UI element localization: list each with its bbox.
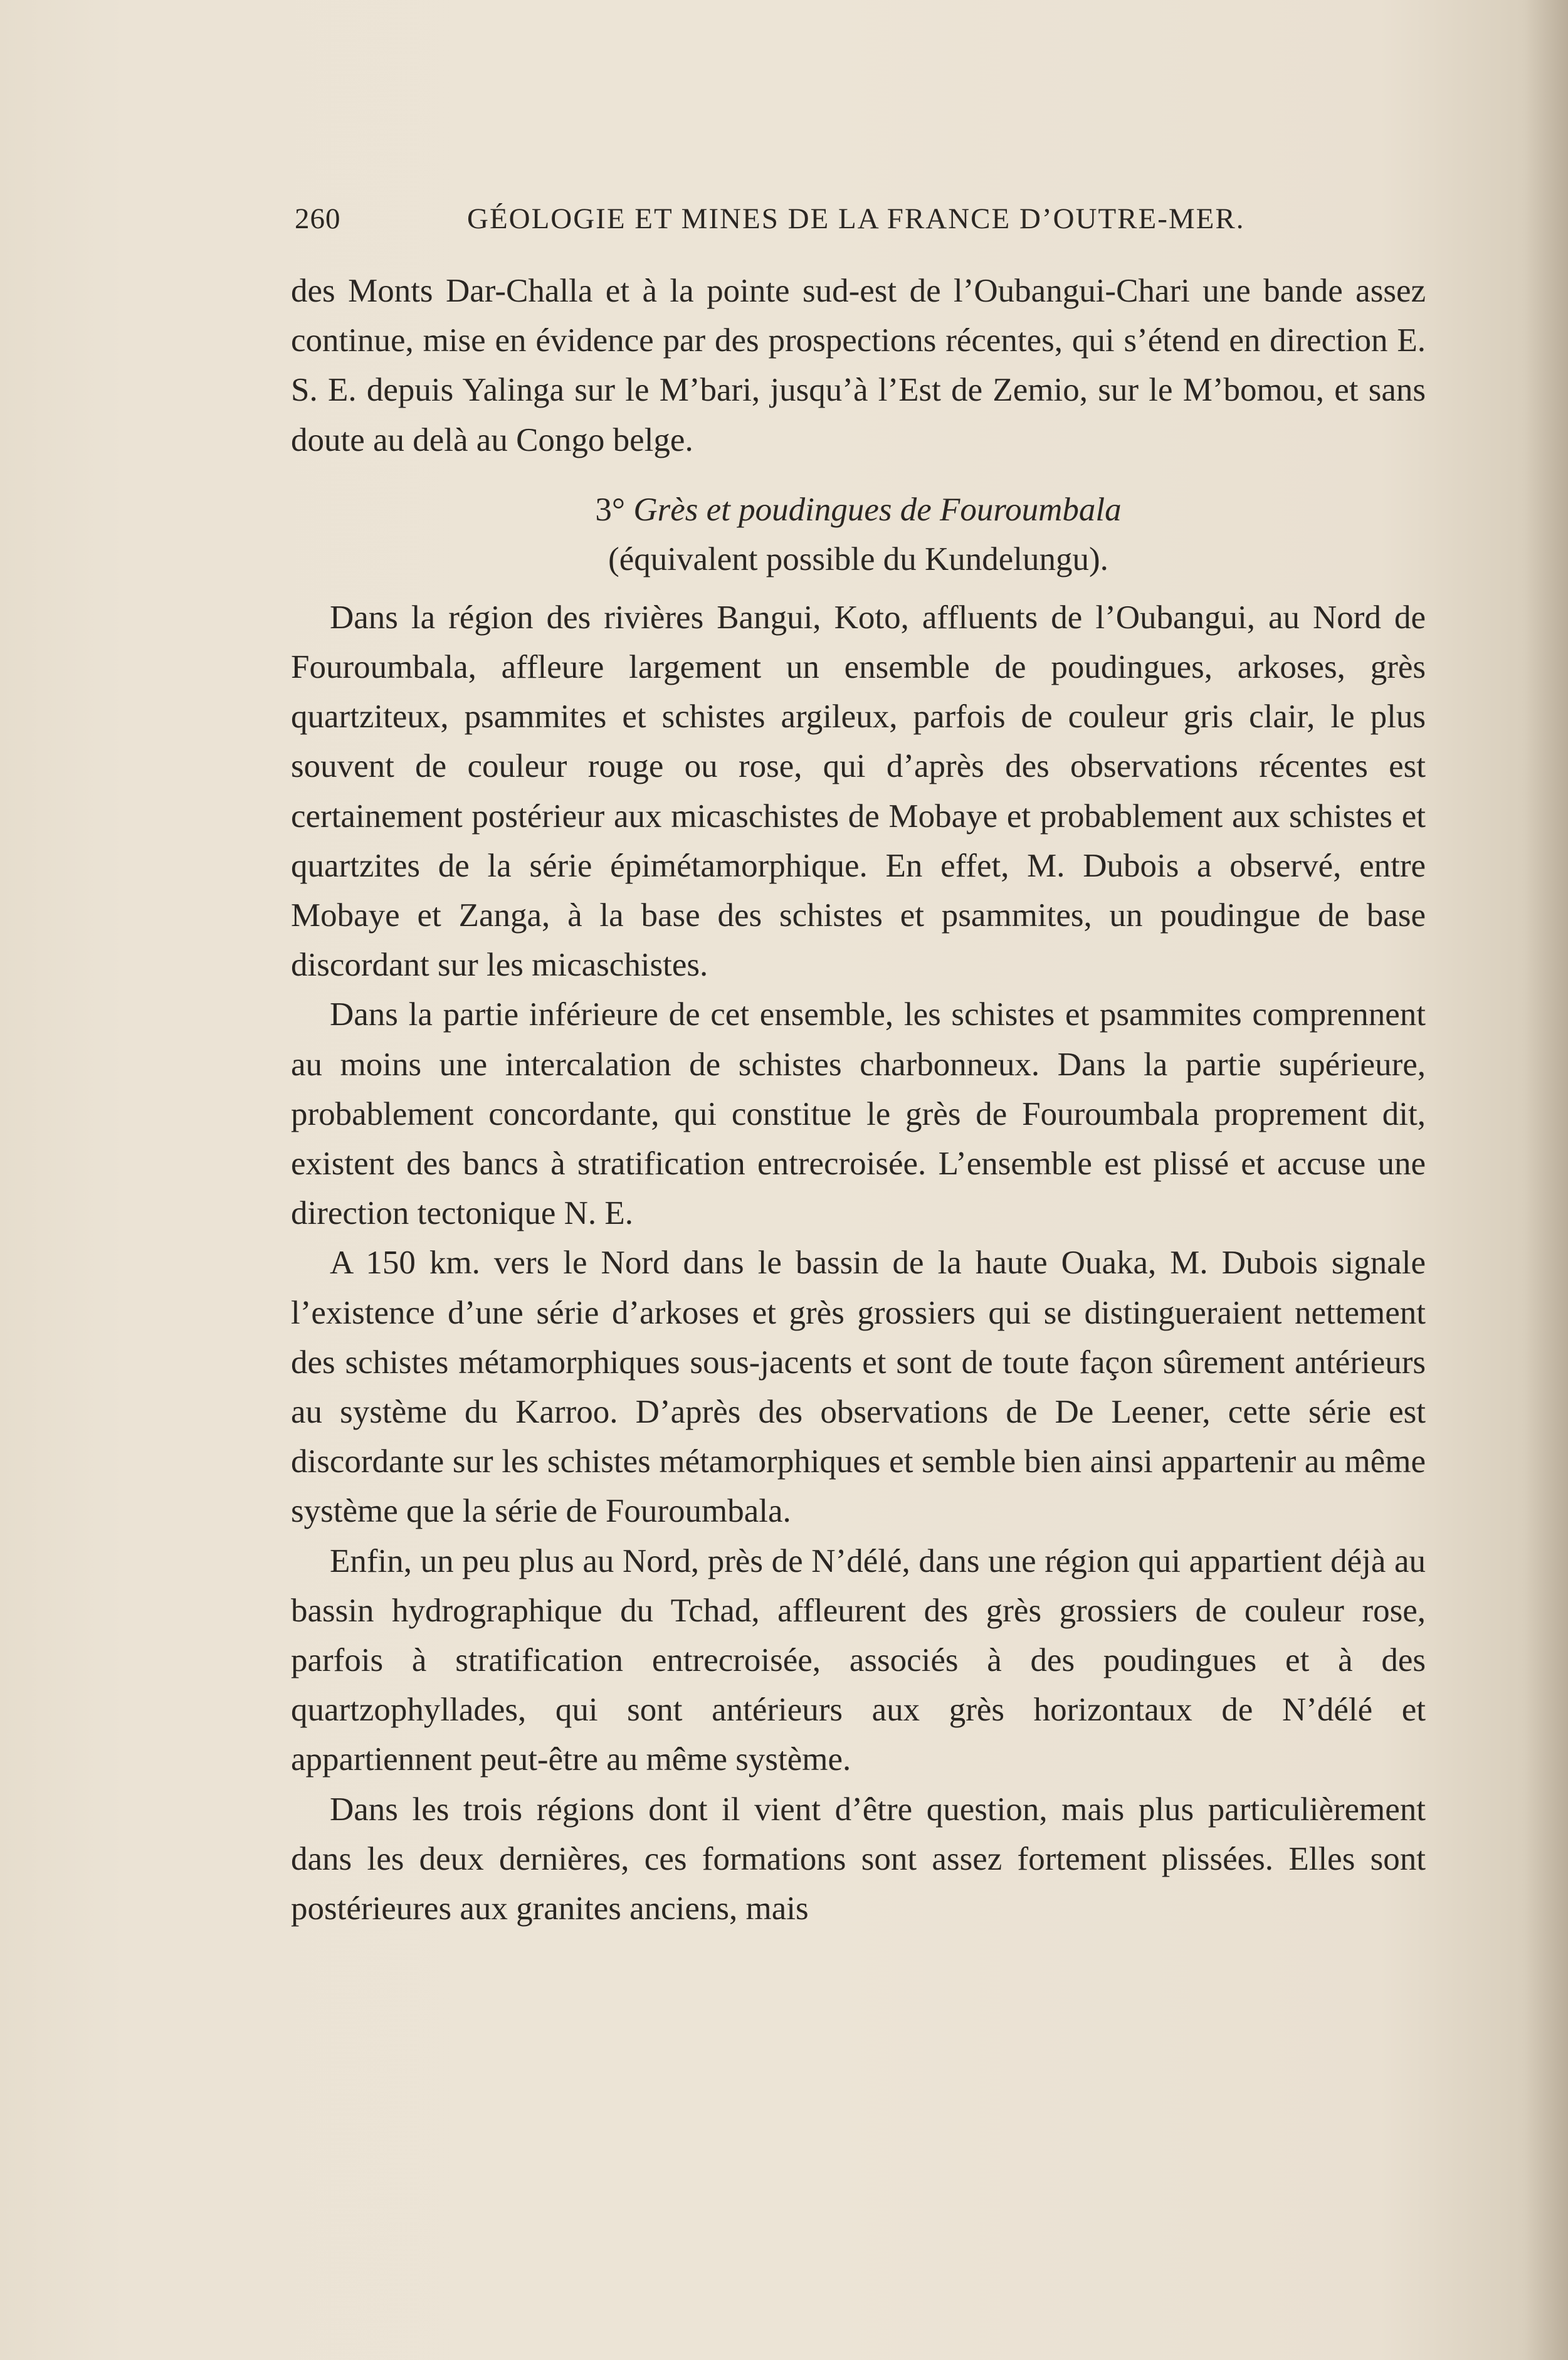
paragraph: Dans les trois régions dont il vient d’être question, mais plus particulièrement dans les deux dernières, ces formations sont assez fortement plissées. Elles sont postérieures aux granites anciens, mais xyxy=(291,1791,1426,1927)
section-heading-title-line xyxy=(291,485,1426,535)
paragraph: Enfin, un peu plus au Nord, près de N’délé, dans une région qui appartient déjà au bassin hydrographique du Tchad, affleurent des grès grossiers de couleur rose, parfois à stratification entrecroisée, associés à des poudingues et à des quartzophyllades, qui sont antérieurs aux grès horizontaux de N’délé et appartiennent peut-être au même système. xyxy=(291,1542,1426,1778)
section-title: Grès et poudingues de Fouroumbala xyxy=(633,491,1122,528)
page-number: 260 xyxy=(295,203,341,235)
paragraph: A 150 km. vers le Nord dans le bassin de la haute Ouaka, M. Dubois signale l’existence d’une série d’arkoses et grès grossiers qui se distingueraient nettement des schistes métamorphiques sous-jacents et sont de toute façon sûrement antérieurs au système du Karroo. D’après des observations de De Leener, cette série est discordante sur les schistes métamorphiques et semble bien ainsi appartenir au même système que la série de Fouroumbala. xyxy=(291,1245,1426,1530)
running-title: GÉOLOGIE ET MINES DE LA FRANCE D’OUTRE-MER. xyxy=(467,203,1245,235)
paragraph-continued: des Monts Dar-Challa et à la pointe sud-est de l’Oubangui-Chari une bande assez continue, mise en évidence par des prospections récentes, qui s’étend en direction E. S. E. depuis Yalinga sur le M’bari, jusqu’à l’Est de Zemio, sur le M’bomou, et sans doute au delà au Congo belge. xyxy=(291,273,1426,458)
text-block xyxy=(291,266,1426,1934)
paragraph: Dans la partie inférieure de cet ensemble, les schistes et psammites comprennent au moins une intercalation de schistes charbonneux. Dans la partie supérieure, probablement concordante, qui constitue le grès de Fouroumbala proprement dit, existent des bancs à stratification entrecroisée. L’ensemble est plissé et accuse une direction tectonique N. E. xyxy=(291,996,1426,1232)
spine-shadow xyxy=(1524,0,1568,2360)
section-heading xyxy=(291,485,1426,584)
section-subtitle: (équivalent possible du Kundelungu). xyxy=(608,540,1108,577)
section-number: 3° xyxy=(595,491,626,528)
page-header xyxy=(295,202,1285,240)
paragraph: Dans la région des rivières Bangui, Koto, affluents de l’Oubangui, au Nord de Fouroumbala, affleure largement un ensemble de poudingues, arkoses, grès quartziteux, psammites et schistes argileux, parfois de couleur gris clair, le plus souvent de couleur rouge ou rose, qui d’après des observations récentes est certainement postérieur aux micaschistes de Mobaye et probablement aux schistes et quartzites de la série épimétamorphique. En effet, M. Dubois a observé, entre Mobaye et Zanga, à la base des schistes et psammites, un poudingue de base discordant sur les micaschistes. xyxy=(291,599,1426,984)
